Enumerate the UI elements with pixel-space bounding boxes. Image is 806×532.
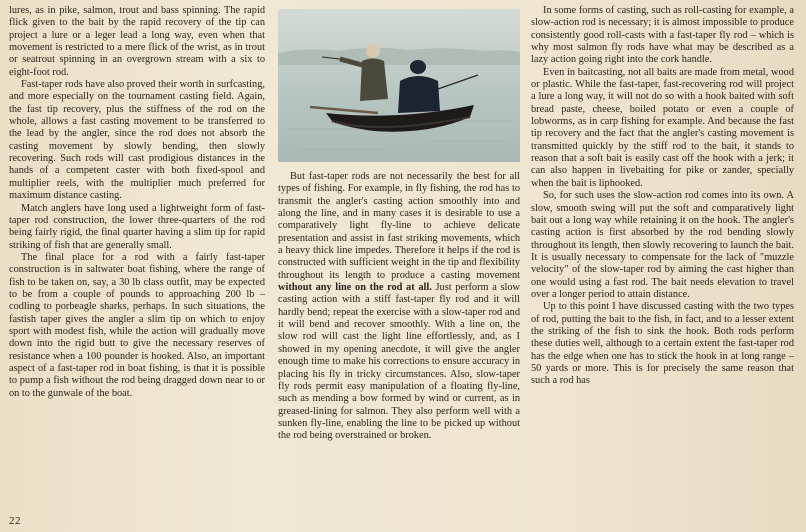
paragraph-text: But fast-taper rods are not necessarily the best for all types of fishing. For example, in fly fishing, the rod has to transmit the angler's casting action smoothly into and along the line, and in many cases it is desirable to use a comparatively light fly-line to achieve delicate presentation and assist in fast striking movements, which a heavy thick line impedes. Therefore it helps if the rod is constructed with sufficient weight in the tip and flexibility throughout its length to produce a casting movement	[278, 171, 520, 281]
paragraph: lures, as in pike, salmon, trout and bass spinning. The rapid flick given to the bait by the rapid recovery of the tip can project a lure or a leger lead a long way, even when that movement is restricted to a mere flick of the wrist, as in trout or seatrout spinning in an overgrown stream with a six to eight-foot rod.	[9, 5, 265, 78]
paragraph: Match anglers have long used a lightweight form of fast-taper rod construction, the lower three-quarters of the rod being fairly rigid, the final quarter having a slim tip for rapid striking of fish that are generally small.	[9, 202, 265, 251]
page-number: 22	[9, 515, 21, 527]
paragraph: In some forms of casting, such as roll-casting for example, a slow-action rod is necessary; it is almost impossible to produce consistently good roll-casts with a fast-taper fly rod – which is why most salmon fly rods have what may be described as a lazy action going right into the cork handle.	[531, 5, 794, 66]
paragraph: So, for such uses the slow-action rod comes into its own. A slow, smooth swing will put the soft and comparatively light bait out a long way while retaining it on the hook. The angler's casting action is first absorbed by the rod bending slowly throughout its length, then slowly recovering to launch the bait. It is usually necessary to compensate for the lack of "muzzle velocity" of the slow-taper rod by aiming the cast higher than one would using a fast rod. The bait needs elevation to travel over a longer period to attain distance.	[531, 190, 794, 300]
paragraph	[278, 171, 520, 443]
paragraph: Fast-taper rods have also proved their worth in surfcasting, and more especially on the tournament casting field. Again, the fast tip recovery, plus the stiffness of the rod on the whole, allows a fast casting movement to be transferred to the lead by the angler, since the rod does not absorb the casting movement by slowly bending, then slowly recovering. Such rods will cast prodigious distances in the hands of a competent caster with both fixed-spool and multiplier reels, with the multiplier much preferred for maximum distance casting.	[9, 79, 265, 202]
boat-fishing-illustration	[278, 9, 520, 162]
paragraph-text: Just perform a slow casting action with a stiff fast-taper fly rod and it will hardly bend; repeat the exercise with a slow-taper rod and it will bend and recover smoothly. With a line on, the slow rod will cast the light line effortlessly, and, as I showed in my opening anecdote, it will give the angler enough time to make his corrections to ensure accuracy in placing his fly in tricky circumstances. Also, slow-taper fly rods permit easy manipulation of a floating fly-line, such as mending a bow formed by wind or current, as in greased-lining for salmon. They also perform well with a sunken fly-line, enabling the line to be picked up without the rod being overstrained or broken.	[278, 282, 520, 442]
text-column-left	[9, 5, 265, 400]
paragraph: Up to this point I have discussed casting with the two types of rod, putting the bait to the fish, in fact, and to a lesser extent the striking of the fish to sink the hook. Both rods perform these duties well, although to a certain extent the fast-taper rod has the edge when one has to stick the hook in at long range – 50 yards or more. This is for precisely the same reason that such a rod has	[531, 301, 794, 387]
paragraph: Even in baitcasting, not all baits are made from metal, wood or plastic. While the fast-taper, fast-recovering rod will project a lure a long way, it will not do so with a hook baited with soft bread paste, cheese, boiled potato or even a couple of lobworms, as in carp fishing for example. And because the fast tip recovery and the fact that the angler's casting movement is transmitted quickly by the stiff rod to the bait, it stands to reason that a soft bait is easily cast off the hook with a jerk; it can also happen in livebaiting for pike or zander, specially when the bait is liphooked.	[531, 66, 794, 189]
text-column-right	[531, 5, 794, 388]
paragraph: The final place for a rod with a fairly fast-taper construction is in saltwater boat fishing, where the range of fish to be taken on, say, a 30 lb class outfit, may be expected to be from a couple of pounds to approaching 200 lb – codling to porbeagle sharks, perhaps. In such situations, the fastish taper gives the angler a slim tip on which to enjoy sport with modest fish, while the action will gradually move down into the rigid butt to give the necessary reserves of resistance when a 100 pounder is hooked. Also, an important aspect of a fast-taper rod in boat fishing, is that it is possible to pump a fish without the rod being dragged down near to or on to the gunwale of the boat.	[9, 251, 265, 399]
boat-fishing-photo	[278, 9, 520, 162]
text-column-middle	[278, 171, 520, 443]
emphasis-text: without any line on the rod at all.	[278, 282, 432, 294]
